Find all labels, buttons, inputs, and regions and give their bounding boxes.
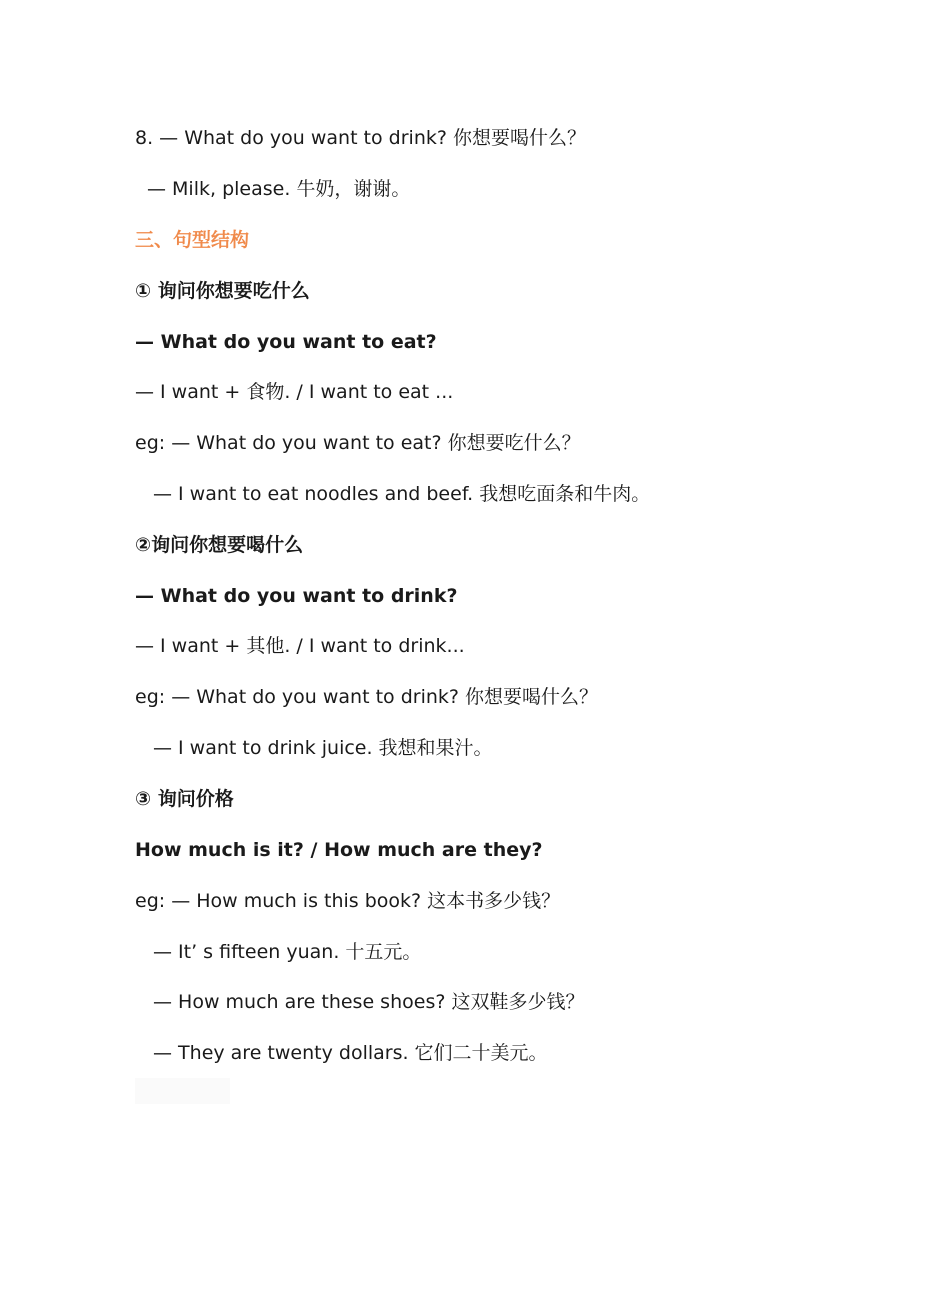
- pattern-question-eat: — What do you want to eat?: [135, 331, 437, 353]
- example-question-shoes-price: — How much are these shoes? 这双鞋多少钱？: [153, 991, 585, 1013]
- pattern-answer-eat: — I want + 食物. / I want to eat ...: [135, 381, 454, 403]
- pattern-price: How much is it? / How much are they?: [135, 839, 543, 861]
- faint-block: [135, 1078, 230, 1104]
- example-question-drink: eg: — What do you want to drink? 你想要喝什么？: [135, 686, 599, 708]
- subheading-ask-eat: ① 询问你想要吃什么: [135, 280, 310, 302]
- section-heading: 三、句型结构: [135, 229, 250, 251]
- dialogue-line-answer-milk: — Milk, please. 牛奶，谢谢。: [147, 178, 411, 200]
- example-answer-drink: — I want to drink juice. 我想和果汁。: [153, 737, 493, 759]
- subheading-ask-drink: ②询问你想要喝什么: [135, 534, 304, 556]
- pattern-answer-drink: — I want + 其他. / I want to drink...: [135, 635, 465, 657]
- subheading-ask-price: ③ 询问价格: [135, 788, 234, 810]
- example-answer-shoes-price: — They are twenty dollars. 它们二十美元。: [153, 1042, 548, 1064]
- example-answer-eat: — I want to eat noodles and beef. 我想吃面条和牛肉。: [153, 483, 651, 505]
- dialogue-line-question-drink: 8. — What do you want to drink? 你想要喝什么？: [135, 127, 586, 149]
- example-question-book-price: eg: — How much is this book? 这本书多少钱？: [135, 890, 561, 912]
- example-question-eat: eg: — What do you want to eat? 你想要吃什么？: [135, 432, 581, 454]
- pattern-question-drink: — What do you want to drink?: [135, 585, 458, 607]
- example-answer-book-price: — It’ s fifteen yuan. 十五元。: [153, 941, 422, 963]
